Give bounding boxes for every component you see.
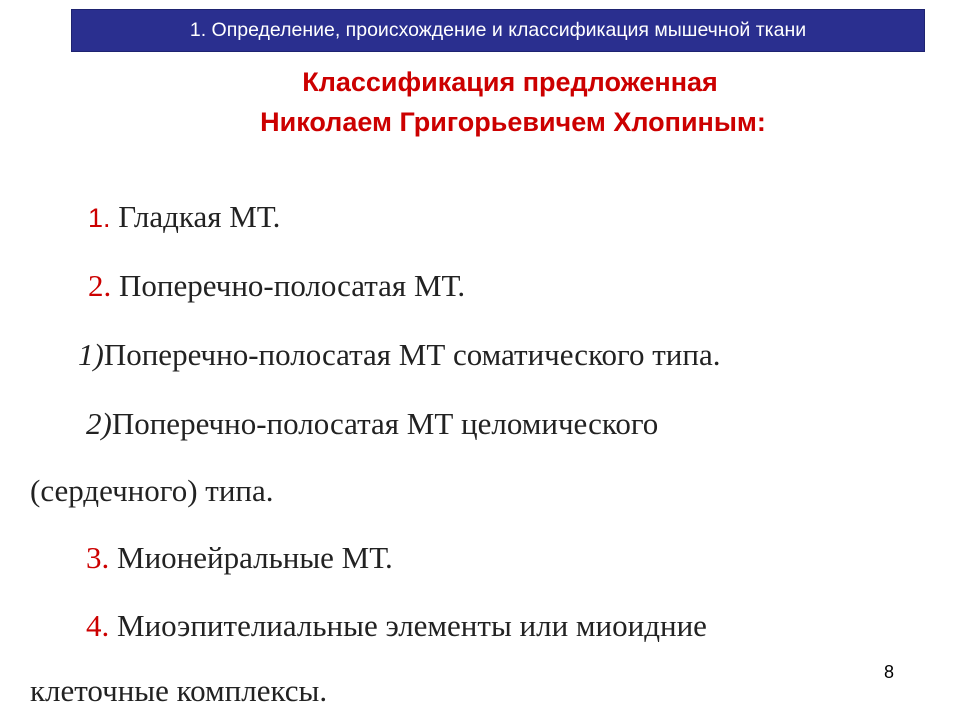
list-item-myoepithelial-continuation xyxy=(30,673,327,709)
sub-item-somatic xyxy=(78,337,720,373)
list-item-text: Мионейральные МТ. xyxy=(109,540,393,575)
sub-item-text: (сердечного) типа. xyxy=(30,473,274,508)
list-item-number: 2. xyxy=(88,268,112,303)
sub-item-text: Поперечно-полосатая МТ соматического типа. xyxy=(103,337,721,372)
list-item-number: 4. xyxy=(86,608,110,643)
slide-title xyxy=(0,62,960,142)
header-text: 1. Определение, происхождение и классификация мышечной ткани xyxy=(189,19,807,41)
list-item-striated xyxy=(88,268,465,304)
title-line-1: Классификация предложенная xyxy=(302,67,718,97)
page-number: 8 xyxy=(884,662,895,682)
header-bar xyxy=(71,9,925,52)
sub-item-text: Поперечно-полосатая МТ целомического xyxy=(111,406,659,441)
list-item-smooth xyxy=(88,199,280,236)
sub-item-number: 1) xyxy=(78,337,104,372)
list-item-text: Гладкая МТ. xyxy=(110,199,281,234)
list-item-myoneural xyxy=(86,540,393,576)
sub-item-coelomic-continuation xyxy=(30,473,274,509)
sub-item-number: 2) xyxy=(86,406,112,441)
list-item-text: Миоэпителиальные элементы или миоидние xyxy=(109,608,707,643)
title-line-2: Николаем Григорьевичем Хлопиным: xyxy=(260,107,766,137)
list-item-number: 3. xyxy=(86,540,110,575)
list-item-myoepithelial xyxy=(86,608,707,644)
sub-item-coelomic xyxy=(86,406,658,442)
list-item-text: клеточные комплексы. xyxy=(30,673,328,708)
list-item-text: Поперечно-полосатая МТ. xyxy=(111,268,466,303)
list-item-number: 1. xyxy=(88,203,111,233)
